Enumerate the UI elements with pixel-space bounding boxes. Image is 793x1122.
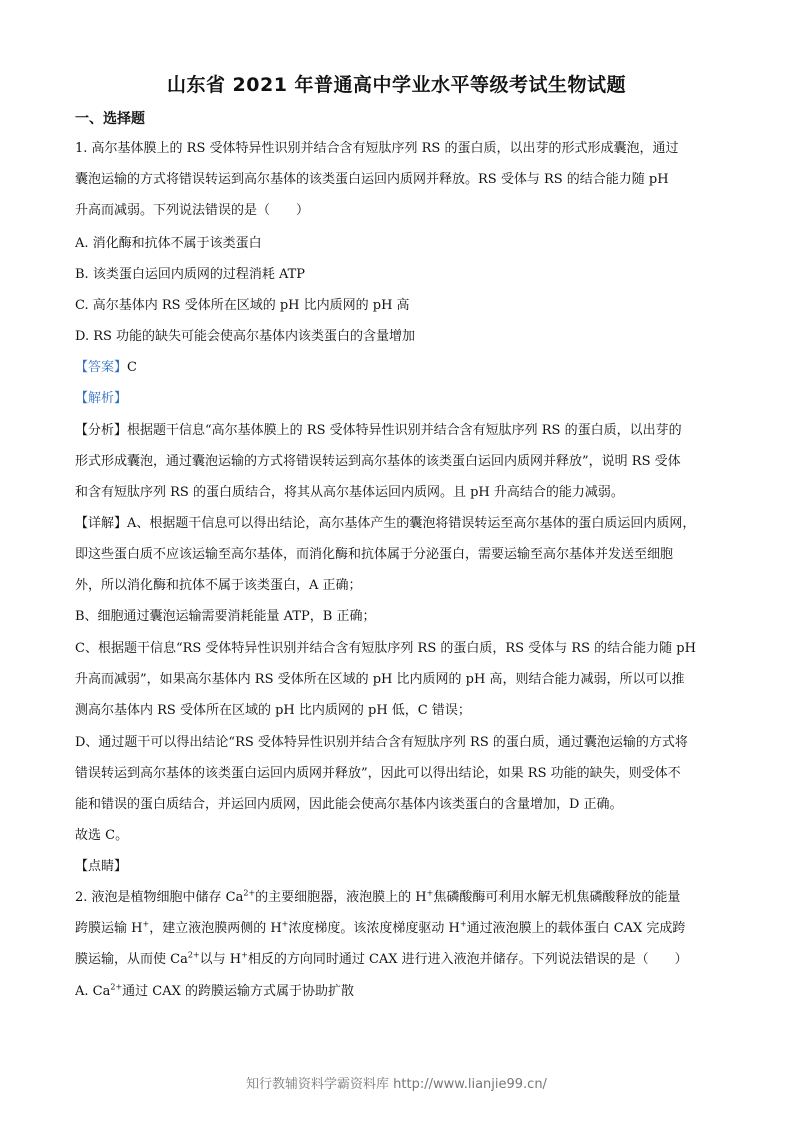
superscript: 2+ xyxy=(243,889,256,898)
q1-xiangjie-line-3: 外，所以消化酶和抗体不属于该类蛋白，A 正确； xyxy=(75,578,362,593)
q1-stem-line-2: 囊泡运输的方式将错误转运到高尔基体的该类蛋白运回内质网并释放。RS 受体与 RS 的结合能力随 pH xyxy=(75,172,669,187)
footer-watermark: 知行教辅资料学霸资料库 http://www.lianjie99.cn/ xyxy=(246,1077,547,1092)
superscript: 2+ xyxy=(110,983,123,992)
q1-xiangjie-line-1: 【详解】A、根据题干信息可以得出结论，高尔基体产生的囊泡将错误转运至高尔基体的蛋白质运回内质网， xyxy=(75,516,696,531)
q1-xiangjie-line-2: 即这些蛋白质不应该运输至高尔基体，而消化酶和抗体属于分泌蛋白，需要运输至高尔基体并发送至细胞 xyxy=(75,547,674,562)
superscript: 2+ xyxy=(187,951,200,960)
q1-option-c: C. 高尔基体内 RS 受体所在区域的 pH 比内质网的 pH 高 xyxy=(75,298,410,313)
superscript: + xyxy=(459,920,467,929)
q2-text: 膜运输，从而使 Ca xyxy=(75,952,188,967)
page-title: 山东省 2021 年普通高中学业水平等级考试生物试题 xyxy=(166,74,627,96)
q1-c-explain-line-2: 升高而减弱”，如果高尔基体内 RS 受体所在区域的 pH 比内质网的 pH 高，则结合能力减弱，所以可以推 xyxy=(75,672,685,687)
q2-text: 2. 液泡是植物细胞中储存 Ca xyxy=(75,890,244,905)
q2-text: 的主要细胞器，液泡膜上的 H xyxy=(255,890,427,905)
q2-option-a xyxy=(75,983,720,1001)
q2-stem-line-1 xyxy=(75,889,720,907)
q1-fenxi-line-2: 形式形成囊泡，通过囊泡运输的方式将错误转运到高尔基体的该类蛋白运回内质网并释放”，说明 RS 受体 xyxy=(75,454,681,469)
q2-text: 相反的方向同时通过 CAX 进行进入液泡并储存。下列说法错误的是（ ） xyxy=(247,952,688,967)
q2-text: 以与 H xyxy=(199,952,242,967)
q2-text: A. Ca xyxy=(75,984,111,999)
q1-option-d: D. RS 功能的缺失可能会使高尔基体内该类蛋白的含量增加 xyxy=(75,329,416,344)
q2-text: 浓度梯度。该浓度梯度驱动 H xyxy=(288,921,460,936)
q1-conclusion: 故选 C。 xyxy=(75,828,129,843)
q1-fenxi-line-1: 【分析】根据题干信息“高尔基体膜上的 RS 受体特异性识别并结合含有短肽序列 RS 的蛋白质，以出芽的 xyxy=(75,423,682,438)
q2-stem-line-2 xyxy=(75,920,720,938)
q1-d-explain-line-2: 错误转运到高尔基体的该类蛋白运回内质网并释放”，因此可以得出结论，如果 RS 功能的缺失，则受体不 xyxy=(75,766,681,781)
superscript: + xyxy=(241,951,248,960)
q1-c-explain-line-1: C、根据题干信息“RS 受体特异性识别并结合含有短肽序列 RS 的蛋白质，RS 受体与 RS 的结合能力随 pH xyxy=(75,641,696,656)
q2-text: 通过液泡膜上的载体蛋白 CAX 完成跨 xyxy=(466,921,686,936)
q1-option-b: B. 该类蛋白运回内质网的过程消耗 ATP xyxy=(75,267,306,282)
q1-fenxi-line-3: 和含有短肽序列 RS 的蛋白质结合，将其从高尔基体运回内质网。且 pH 升高结合的能力减弱。 xyxy=(75,485,624,500)
q2-text: ，建立液泡膜两侧的 H xyxy=(149,921,282,936)
q1-d-explain-line-3: 能和错误的蛋白质结合，并运回内质网，因此能会使高尔基体内该类蛋白的含量增加，D 正确。 xyxy=(75,797,623,812)
q1-stem-line-1: 1. 高尔基体膜上的 RS 受体特异性识别并结合含有短肽序列 RS 的蛋白质，以出芽的形式形成囊泡，通过 xyxy=(75,141,679,156)
q1-stem-line-3: 升高而减弱。下列说法错误的是（ ） xyxy=(75,203,310,218)
q2-text: 通过 CAX 的跨膜运输方式属于协助扩散 xyxy=(122,984,355,999)
superscript: + xyxy=(281,920,289,929)
q1-d-explain-line-1: D、通过题干可以得出结论“RS 受体特异性识别并结合含有短肽序列 RS 的蛋白质，通过囊泡运输的方式将 xyxy=(75,735,688,750)
q1-answer-line xyxy=(75,359,720,377)
q1-option-a: A. 消化酶和抗体不属于该类蛋白 xyxy=(75,236,262,251)
superscript: + xyxy=(142,920,150,929)
q2-text: 跨膜运输 H xyxy=(75,921,143,936)
q2-stem-line-3 xyxy=(75,951,720,969)
q1-c-explain-line-3: 测高尔基体内 RS 受体所在区域的 pH 比内质网的 pH 低，C 错误； xyxy=(75,703,471,718)
q1-analysis-label xyxy=(75,390,720,408)
section-heading: 一、选择题 xyxy=(75,111,145,127)
q2-text: 焦磷酸酶可利用水解无机焦磷酸释放的能量 xyxy=(433,890,681,905)
q1-dianjing: 【点睛】 xyxy=(75,859,128,874)
q1-b-explain: B、细胞通过囊泡运输需要消耗能量 ATP，B 正确； xyxy=(75,609,376,624)
analysis-label: 【解析】 xyxy=(75,391,128,406)
answer-label: 【答案】 xyxy=(75,360,128,375)
answer-value: C xyxy=(127,360,137,375)
superscript: + xyxy=(426,889,434,898)
